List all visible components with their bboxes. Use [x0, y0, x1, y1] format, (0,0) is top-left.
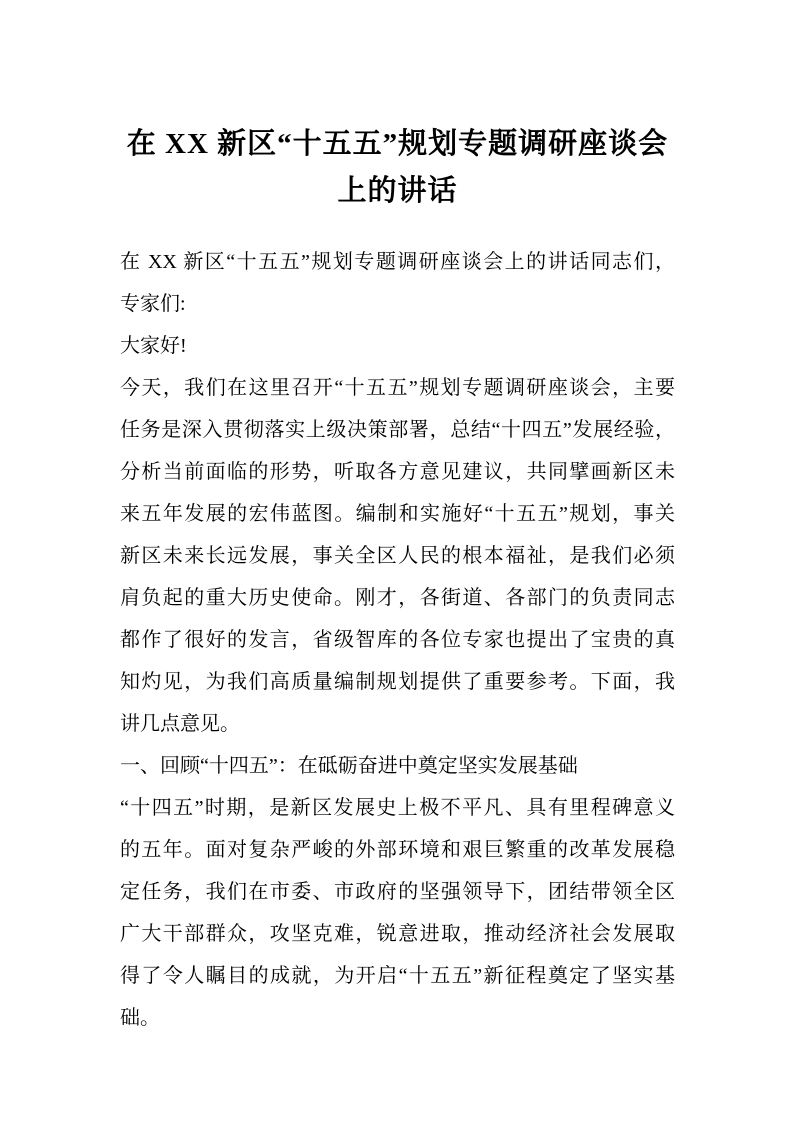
- body-text-line: 定任务，我们在市委、市政府的坚强领导下，团结带领全区: [120, 881, 675, 903]
- body-text-line: 广大干部群众，攻坚克难，锐意进取，推动经济社会发展取: [120, 923, 675, 945]
- body-text-line: 得了令人瞩目的成就，为开启“十五五”新征程奠定了坚实基: [120, 965, 675, 987]
- document-body: [120, 241, 675, 1039]
- body-text-line: 都作了很好的发言，省级智库的各位专家也提出了宝贵的真: [120, 629, 675, 651]
- body-text-line: 的五年。面对复杂严峻的外部环境和艰巨繁重的改革发展稳: [120, 839, 675, 861]
- body-text-line: 肩负起的重大历史使命。刚才，各街道、各部门的负责同志: [120, 587, 675, 609]
- document-title: [120, 121, 675, 215]
- body-text-line: “十四五”时期，是新区发展史上极不平凡、具有里程碑意义: [120, 797, 675, 819]
- document-title-line-1: 在 XX 新区“十五五”规划专题调研座谈会: [126, 128, 669, 160]
- body-text-line: 来五年发展的宏伟蓝图。编制和实施好“十五五”规划，事关: [120, 503, 675, 525]
- body-text-line: 专家们:: [120, 293, 186, 315]
- body-text-line: 新区未来长远发展，事关全区人民的根本福祉，是我们必须: [120, 545, 675, 567]
- body-text-line: 今天，我们在这里召开“十五五”规划专题调研座谈会，主要: [120, 377, 675, 399]
- body-text-line: 大家好!: [120, 335, 187, 357]
- body-text-line: 知灼见，为我们高质量编制规划提供了重要参考。下面，我: [120, 671, 675, 693]
- document-title-line-2: 上的讲话: [337, 175, 458, 207]
- body-text-line: 础。: [120, 1007, 160, 1029]
- body-text-line: 在 XX 新区“十五五”规划专题调研座谈会上的讲话同志们，: [120, 251, 675, 273]
- body-text-line: 任务是深入贯彻落实上级决策部署，总结“十四五”发展经验，: [120, 419, 675, 441]
- body-text-line: 一、回顾“十四五”：在砥砺奋进中奠定坚实发展基础: [120, 755, 578, 777]
- body-text-line: 讲几点意见。: [120, 713, 240, 735]
- body-text-line: 分析当前面临的形势，听取各方意见建议，共同擘画新区未: [120, 461, 675, 483]
